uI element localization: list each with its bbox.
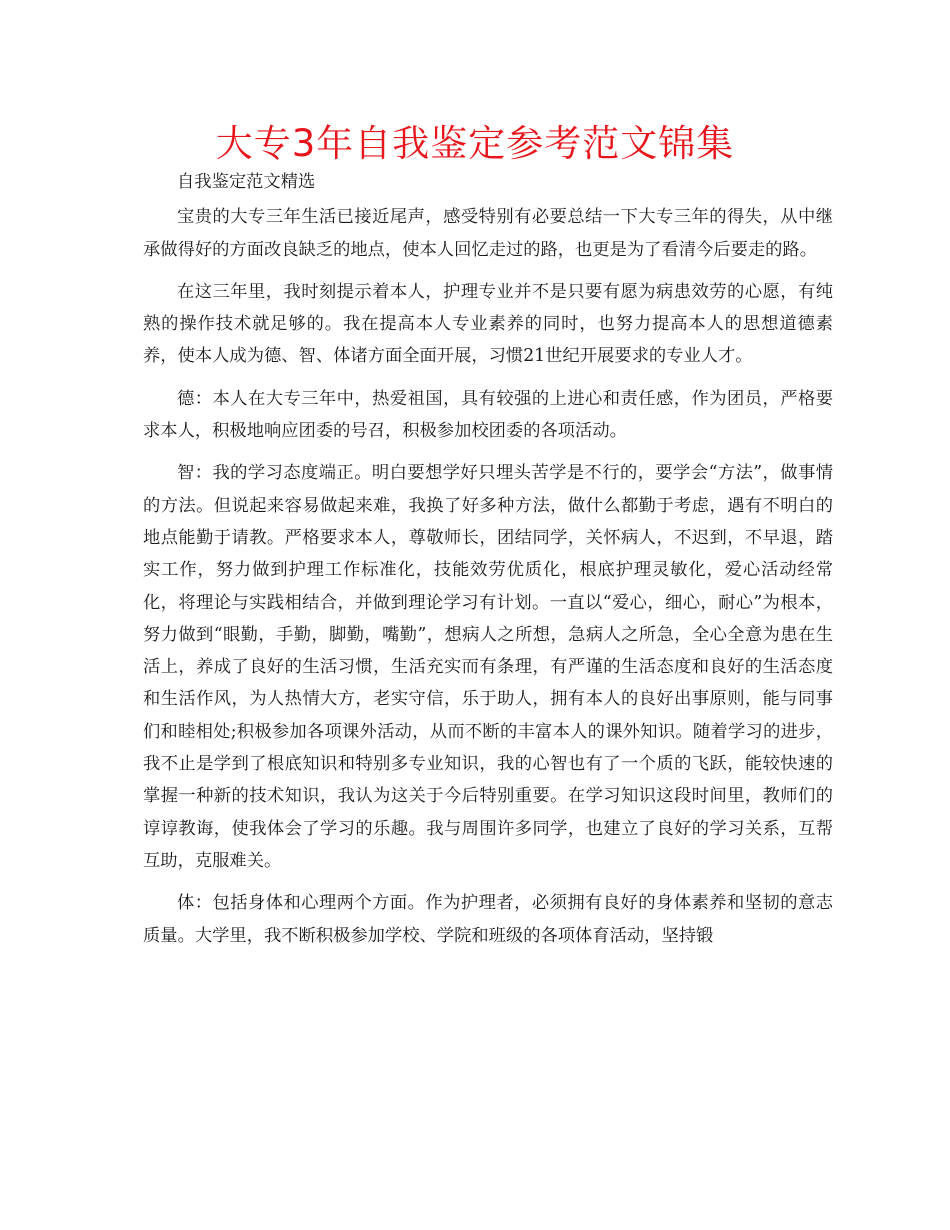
paragraph-physical: 体：包括身体和心理两个方面。作为护理者，必须拥有良好的身体素养和坚韧的意志质量。大学里，我不断积极参加学校、学院和班级的各项体育活动，坚持锻	[143, 893, 833, 946]
paragraph-intro: 宝贵的大专三年生活已接近尾声，感受特别有必要总结一下大专三年的得失，从中继承做得好的方面改良缺乏的地点，使本人回忆走过的路，也更是为了看清今后要走的路。	[143, 207, 833, 260]
paragraph-intellect: 智：我的学习态度端正。明白要想学好只埋头苦学是不行的，要学会“方法”，做事情的方法。但说起来容易做起来难，我换了好多种方法，做什么都勤于考虑，遇有不明白的地点能勤于请教。严格要求本人，尊敬师长，团结同学，关怀病人，不迟到，不早退，踏实工作，努力做到护理工作标准化，技能效劳优质化，根底护理灵敏化，爱心活动经常化，将理论与实践相结合，并做到理论学习有计划。一直以“爱心，细心，耐心”为根本，努力做到“眼勤，手勤，脚勤，嘴勤”，想病人之所想，急病人之所急，全心全意为患在生活上，养成了良好的生活习惯，生活充实而有条理，有严谨的生活态度和良好的生活态度和生活作风，为人热情大方，老实守信，乐于助人，拥有本人的良好出事原则，能与同事们和睦相处;积极参加各项课外活动，从而不断的丰富本人的课外知识。随着学习的进步，我不止是学到了根底知识和特别多专业知识，我的心智也有了一个质的飞跃，能较快速的掌握一种新的技术知识，我认为这关于今后特别重要。在学习知识这段时间里，教师们的谆谆教诲，使我体会了学习的乐趣。我与周围许多同学，也建立了良好的学习关系，互帮互助，克服难关。	[143, 463, 833, 871]
paragraph-morality: 德：本人在大专三年中，热爱祖国，具有较强的上进心和责任感，作为团员，严格要求本人，积极地响应团委的号召，积极参加校团委的各项活动。	[143, 388, 833, 442]
document-subtitle: 自我鉴定范文精选	[177, 172, 316, 192]
document-title: 大专3年自我鉴定参考范文锦集	[215, 122, 735, 165]
paragraph-overview: 在这三年里，我时刻提示着本人，护理专业并不是只要有愿为病患效劳的心愿，有纯熟的操作技术就足够的。我在提高本人专业素养的同时，也努力提高本人的思想道德素养，使本人成为德、智、体诸方面全面开展，习惯21世纪开展要求的专业人才。	[143, 281, 833, 367]
document-body	[143, 166, 833, 962]
